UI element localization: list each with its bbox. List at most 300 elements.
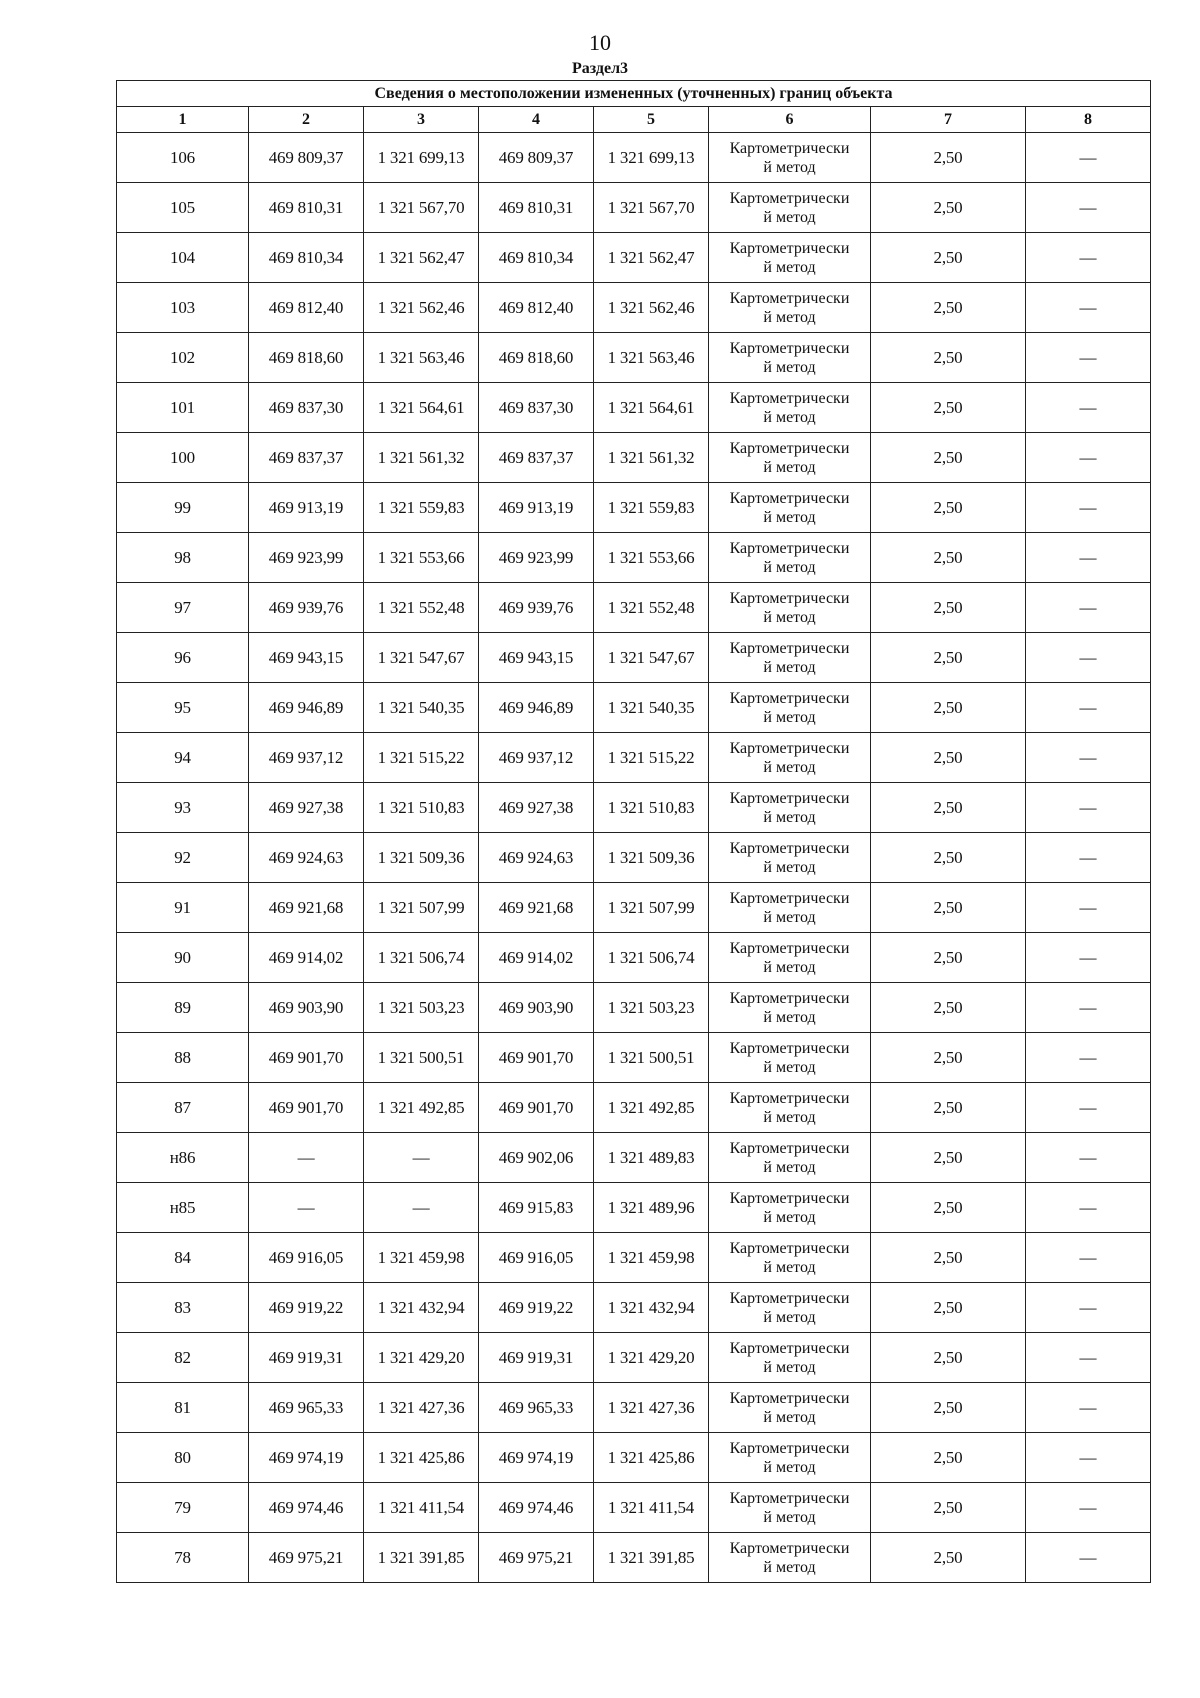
accuracy: 2,50 (871, 1033, 1026, 1083)
accuracy: 2,50 (871, 733, 1026, 783)
new-x: 469 937,12 (479, 733, 594, 783)
method-line-2: й метод (763, 558, 816, 576)
method-line-2: й метод (763, 258, 816, 276)
new-y: 1 321 515,22 (594, 733, 709, 783)
accuracy: 2,50 (871, 833, 1026, 883)
new-x: 469 923,99 (479, 533, 594, 583)
description-cell: — (1026, 1383, 1151, 1433)
existing-x: 469 837,30 (249, 383, 364, 433)
new-x: 469 837,30 (479, 383, 594, 433)
new-x: 469 921,68 (479, 883, 594, 933)
existing-x: 469 921,68 (249, 883, 364, 933)
accuracy: 2,50 (871, 1333, 1026, 1383)
accuracy: 2,50 (871, 1183, 1026, 1233)
point-number: 103 (117, 283, 249, 333)
method-line-2: й метод (763, 1308, 816, 1326)
accuracy: 2,50 (871, 633, 1026, 683)
existing-x: 469 919,31 (249, 1333, 364, 1383)
column-number-5: 5 (594, 107, 709, 133)
existing-y: 1 321 562,46 (364, 283, 479, 333)
table-row (117, 633, 1151, 683)
new-x: 469 974,19 (479, 1433, 594, 1483)
description-cell: — (1026, 783, 1151, 833)
description-cell: — (1026, 133, 1151, 183)
description-cell: — (1026, 233, 1151, 283)
method-cell (709, 1333, 871, 1383)
description-cell: — (1026, 433, 1151, 483)
new-x: 469 818,60 (479, 333, 594, 383)
new-x: 469 837,37 (479, 433, 594, 483)
existing-x: 469 975,21 (249, 1533, 364, 1583)
new-y: 1 321 564,61 (594, 383, 709, 433)
table-row (117, 1033, 1151, 1083)
point-number: 80 (117, 1433, 249, 1483)
new-x: 469 943,15 (479, 633, 594, 683)
method-line-1: Картометрически (729, 589, 850, 607)
method-cell (709, 483, 871, 533)
description-cell: — (1026, 683, 1151, 733)
description-cell: — (1026, 633, 1151, 683)
existing-x: 469 809,37 (249, 133, 364, 183)
method-cell (709, 583, 871, 633)
method-line-2: й метод (763, 958, 816, 976)
point-number: 101 (117, 383, 249, 433)
new-y: 1 321 507,99 (594, 883, 709, 933)
accuracy: 2,50 (871, 1483, 1026, 1533)
table-row (117, 533, 1151, 583)
new-y: 1 321 432,94 (594, 1283, 709, 1333)
method-cell (709, 1083, 871, 1133)
existing-x: 469 837,37 (249, 433, 364, 483)
new-x: 469 916,05 (479, 1233, 594, 1283)
existing-y: 1 321 432,94 (364, 1283, 479, 1333)
existing-x: 469 946,89 (249, 683, 364, 733)
method-line-2: й метод (763, 1358, 816, 1376)
new-y: 1 321 411,54 (594, 1483, 709, 1533)
table-row (117, 733, 1151, 783)
new-y: 1 321 489,83 (594, 1133, 709, 1183)
point-number: 88 (117, 1033, 249, 1083)
accuracy: 2,50 (871, 1283, 1026, 1333)
existing-y: 1 321 503,23 (364, 983, 479, 1033)
description-cell: — (1026, 1033, 1151, 1083)
existing-y: 1 321 562,47 (364, 233, 479, 283)
method-line-1: Картометрически (729, 439, 850, 457)
accuracy: 2,50 (871, 883, 1026, 933)
point-number: 78 (117, 1533, 249, 1583)
column-number-row (117, 107, 1151, 133)
point-number: 81 (117, 1383, 249, 1433)
method-line-2: й метод (763, 408, 816, 426)
method-cell (709, 1433, 871, 1483)
new-y: 1 321 540,35 (594, 683, 709, 733)
accuracy: 2,50 (871, 483, 1026, 533)
description-cell: — (1026, 1283, 1151, 1333)
new-x: 469 946,89 (479, 683, 594, 733)
method-line-2: й метод (763, 1408, 816, 1426)
existing-y: — (364, 1183, 479, 1233)
new-y: 1 321 492,85 (594, 1083, 709, 1133)
new-x: 469 810,34 (479, 233, 594, 283)
method-line-2: й метод (763, 608, 816, 626)
method-line-2: й метод (763, 458, 816, 476)
description-cell: — (1026, 933, 1151, 983)
point-number: 95 (117, 683, 249, 733)
accuracy: 2,50 (871, 783, 1026, 833)
existing-x: 469 916,05 (249, 1233, 364, 1283)
method-cell (709, 783, 871, 833)
existing-x: 469 818,60 (249, 333, 364, 383)
description-cell: — (1026, 333, 1151, 383)
point-number: 102 (117, 333, 249, 383)
existing-x: 469 927,38 (249, 783, 364, 833)
existing-y: 1 321 509,36 (364, 833, 479, 883)
description-cell: — (1026, 533, 1151, 583)
existing-y: 1 321 567,70 (364, 183, 479, 233)
existing-x: 469 903,90 (249, 983, 364, 1033)
table-row (117, 1083, 1151, 1133)
section-title: Раздел3 (571, 60, 629, 77)
method-line-1: Картометрически (729, 1389, 850, 1407)
method-line-2: й метод (763, 1508, 816, 1526)
method-cell (709, 833, 871, 883)
existing-x: 469 974,46 (249, 1483, 364, 1533)
new-x: 469 927,38 (479, 783, 594, 833)
method-cell (709, 333, 871, 383)
table-row (117, 833, 1151, 883)
method-line-1: Картометрически (729, 1539, 850, 1557)
method-cell (709, 1233, 871, 1283)
point-number: н85 (117, 1183, 249, 1233)
existing-x: 469 810,34 (249, 233, 364, 283)
existing-y: 1 321 515,22 (364, 733, 479, 783)
accuracy: 2,50 (871, 1233, 1026, 1283)
column-number-6: 6 (709, 107, 871, 133)
table-row (117, 1133, 1151, 1183)
existing-y: 1 321 500,51 (364, 1033, 479, 1083)
method-line-1: Картометрически (729, 339, 850, 357)
table-row (117, 1533, 1151, 1583)
table-row (117, 683, 1151, 733)
point-number: 96 (117, 633, 249, 683)
description-cell: — (1026, 833, 1151, 883)
method-line-1: Картометрически (729, 1089, 850, 1107)
existing-y: 1 321 564,61 (364, 383, 479, 433)
method-line-1: Картометрически (729, 489, 850, 507)
new-y: 1 321 561,32 (594, 433, 709, 483)
boundary-coordinates-table (116, 80, 1151, 1583)
new-x: 469 902,06 (479, 1133, 594, 1183)
method-line-2: й метод (763, 1458, 816, 1476)
new-x: 469 913,19 (479, 483, 594, 533)
accuracy: 2,50 (871, 433, 1026, 483)
method-cell (709, 183, 871, 233)
description-cell: — (1026, 983, 1151, 1033)
existing-y: 1 321 552,48 (364, 583, 479, 633)
method-line-2: й метод (763, 1158, 816, 1176)
method-line-1: Картометрически (729, 1489, 850, 1507)
method-line-1: Картометрически (729, 739, 850, 757)
method-line-2: й метод (763, 158, 816, 176)
existing-x: 469 924,63 (249, 833, 364, 883)
description-cell: — (1026, 283, 1151, 333)
method-line-2: й метод (763, 1108, 816, 1126)
existing-y: 1 321 547,67 (364, 633, 479, 683)
description-cell: — (1026, 883, 1151, 933)
method-line-1: Картометрически (729, 539, 850, 557)
new-y: 1 321 562,47 (594, 233, 709, 283)
table-row (117, 983, 1151, 1033)
table-row (117, 1433, 1151, 1483)
point-number: 100 (117, 433, 249, 483)
method-cell (709, 383, 871, 433)
method-line-1: Картометрически (729, 1139, 850, 1157)
accuracy: 2,50 (871, 133, 1026, 183)
existing-y: 1 321 563,46 (364, 333, 479, 383)
point-number: 98 (117, 533, 249, 583)
existing-x: 469 913,19 (249, 483, 364, 533)
new-y: 1 321 699,13 (594, 133, 709, 183)
point-number: 94 (117, 733, 249, 783)
point-number: 79 (117, 1483, 249, 1533)
existing-y: 1 321 425,86 (364, 1433, 479, 1483)
new-y: 1 321 391,85 (594, 1533, 709, 1583)
table-row (117, 333, 1151, 383)
accuracy: 2,50 (871, 1083, 1026, 1133)
method-cell (709, 233, 871, 283)
existing-y: 1 321 411,54 (364, 1483, 479, 1533)
point-number: 91 (117, 883, 249, 933)
accuracy: 2,50 (871, 1433, 1026, 1483)
column-number-2: 2 (249, 107, 364, 133)
description-cell: — (1026, 1433, 1151, 1483)
method-line-2: й метод (763, 308, 816, 326)
description-cell: — (1026, 1183, 1151, 1233)
new-y: 1 321 509,36 (594, 833, 709, 883)
method-line-2: й метод (763, 1008, 816, 1026)
method-cell (709, 1483, 871, 1533)
existing-y: 1 321 540,35 (364, 683, 479, 733)
method-line-2: й метод (763, 1258, 816, 1276)
existing-x: 469 901,70 (249, 1083, 364, 1133)
method-line-1: Картометрически (729, 1439, 850, 1457)
accuracy: 2,50 (871, 1533, 1026, 1583)
method-line-1: Картометрически (729, 1189, 850, 1207)
new-y: 1 321 459,98 (594, 1233, 709, 1283)
method-cell (709, 1183, 871, 1233)
accuracy: 2,50 (871, 183, 1026, 233)
table-row (117, 883, 1151, 933)
new-y: 1 321 552,48 (594, 583, 709, 633)
new-x: 469 812,40 (479, 283, 594, 333)
existing-x: 469 939,76 (249, 583, 364, 633)
table-row (117, 1383, 1151, 1433)
description-cell: — (1026, 1333, 1151, 1383)
point-number: 93 (117, 783, 249, 833)
accuracy: 2,50 (871, 583, 1026, 633)
method-line-1: Картометрически (729, 1039, 850, 1057)
new-y: 1 321 553,66 (594, 533, 709, 583)
page-number: 10 (589, 30, 611, 55)
new-x: 469 903,90 (479, 983, 594, 1033)
new-x: 469 901,70 (479, 1033, 594, 1083)
description-cell: — (1026, 383, 1151, 433)
method-line-1: Картометрически (729, 639, 850, 657)
new-x: 469 914,02 (479, 933, 594, 983)
method-line-1: Картометрически (729, 139, 850, 157)
new-y: 1 321 429,20 (594, 1333, 709, 1383)
existing-x: — (249, 1133, 364, 1183)
existing-y: 1 321 561,32 (364, 433, 479, 483)
method-line-1: Картометрически (729, 1289, 850, 1307)
existing-y: 1 321 459,98 (364, 1233, 479, 1283)
point-number: н86 (117, 1133, 249, 1183)
new-y: 1 321 506,74 (594, 933, 709, 983)
new-x: 469 901,70 (479, 1083, 594, 1133)
new-x: 469 809,37 (479, 133, 594, 183)
method-line-2: й метод (763, 208, 816, 226)
table-row (117, 133, 1151, 183)
method-line-1: Картометрически (729, 189, 850, 207)
existing-y: 1 321 559,83 (364, 483, 479, 533)
new-x: 469 919,31 (479, 1333, 594, 1383)
description-cell: — (1026, 483, 1151, 533)
method-line-2: й метод (763, 1558, 816, 1576)
point-number: 89 (117, 983, 249, 1033)
description-cell: — (1026, 1083, 1151, 1133)
method-cell (709, 733, 871, 783)
method-line-2: й метод (763, 758, 816, 776)
method-line-2: й метод (763, 708, 816, 726)
point-number: 104 (117, 233, 249, 283)
point-number: 82 (117, 1333, 249, 1383)
column-number-3: 3 (364, 107, 479, 133)
accuracy: 2,50 (871, 533, 1026, 583)
method-cell (709, 1033, 871, 1083)
table-row (117, 583, 1151, 633)
new-y: 1 321 510,83 (594, 783, 709, 833)
table-body (117, 133, 1151, 1583)
new-y: 1 321 503,23 (594, 983, 709, 1033)
point-number: 83 (117, 1283, 249, 1333)
accuracy: 2,50 (871, 1383, 1026, 1433)
point-number: 106 (117, 133, 249, 183)
existing-x: — (249, 1183, 364, 1233)
existing-x: 469 923,99 (249, 533, 364, 583)
new-y: 1 321 427,36 (594, 1383, 709, 1433)
existing-x: 469 943,15 (249, 633, 364, 683)
table-caption: Сведения о местоположении измененных (уточненных) границ объекта (117, 81, 1151, 107)
method-cell (709, 983, 871, 1033)
existing-x: 469 914,02 (249, 933, 364, 983)
new-y: 1 321 500,51 (594, 1033, 709, 1083)
method-cell (709, 283, 871, 333)
method-line-1: Картометрически (729, 689, 850, 707)
table-row (117, 433, 1151, 483)
existing-y: 1 321 506,74 (364, 933, 479, 983)
point-number: 105 (117, 183, 249, 233)
accuracy: 2,50 (871, 283, 1026, 333)
new-y: 1 321 562,46 (594, 283, 709, 333)
new-x: 469 974,46 (479, 1483, 594, 1533)
method-cell (709, 883, 871, 933)
accuracy: 2,50 (871, 233, 1026, 283)
existing-y: 1 321 492,85 (364, 1083, 479, 1133)
column-number-7: 7 (871, 107, 1026, 133)
existing-y: 1 321 427,36 (364, 1383, 479, 1433)
new-x: 469 919,22 (479, 1283, 594, 1333)
point-number: 92 (117, 833, 249, 883)
table-row (117, 483, 1151, 533)
method-line-1: Картометрически (729, 1339, 850, 1357)
existing-y: — (364, 1133, 479, 1183)
method-line-1: Картометрически (729, 1239, 850, 1257)
new-x: 469 810,31 (479, 183, 594, 233)
existing-x: 469 919,22 (249, 1283, 364, 1333)
method-cell (709, 933, 871, 983)
method-line-1: Картометрически (729, 939, 850, 957)
accuracy: 2,50 (871, 983, 1026, 1033)
table-row (117, 233, 1151, 283)
accuracy: 2,50 (871, 383, 1026, 433)
method-line-2: й метод (763, 358, 816, 376)
existing-x: 469 810,31 (249, 183, 364, 233)
method-cell (709, 1283, 871, 1333)
description-cell: — (1026, 1133, 1151, 1183)
method-cell (709, 633, 871, 683)
method-cell (709, 1383, 871, 1433)
method-line-1: Картометрически (729, 789, 850, 807)
new-y: 1 321 547,67 (594, 633, 709, 683)
method-cell (709, 1133, 871, 1183)
accuracy: 2,50 (871, 683, 1026, 733)
method-line-1: Картометрически (729, 289, 850, 307)
table-row (117, 383, 1151, 433)
method-cell (709, 683, 871, 733)
existing-y: 1 321 510,83 (364, 783, 479, 833)
new-x: 469 975,21 (479, 1533, 594, 1583)
point-number: 84 (117, 1233, 249, 1283)
existing-x: 469 812,40 (249, 283, 364, 333)
existing-y: 1 321 507,99 (364, 883, 479, 933)
new-x: 469 965,33 (479, 1383, 594, 1433)
method-line-1: Картометрически (729, 839, 850, 857)
description-cell: — (1026, 583, 1151, 633)
description-cell: — (1026, 183, 1151, 233)
method-line-2: й метод (763, 658, 816, 676)
column-number-4: 4 (479, 107, 594, 133)
accuracy: 2,50 (871, 933, 1026, 983)
existing-x: 469 901,70 (249, 1033, 364, 1083)
table-row (117, 1483, 1151, 1533)
method-line-2: й метод (763, 1058, 816, 1076)
description-cell: — (1026, 1483, 1151, 1533)
table-row (117, 1233, 1151, 1283)
description-cell: — (1026, 1233, 1151, 1283)
existing-x: 469 965,33 (249, 1383, 364, 1433)
new-x: 469 924,63 (479, 833, 594, 883)
method-line-1: Картометрически (729, 989, 850, 1007)
method-cell (709, 433, 871, 483)
method-cell (709, 133, 871, 183)
table-row (117, 783, 1151, 833)
method-cell (709, 533, 871, 583)
existing-y: 1 321 391,85 (364, 1533, 479, 1583)
new-y: 1 321 559,83 (594, 483, 709, 533)
table-row (117, 1283, 1151, 1333)
table-row (117, 183, 1151, 233)
new-y: 1 321 563,46 (594, 333, 709, 383)
